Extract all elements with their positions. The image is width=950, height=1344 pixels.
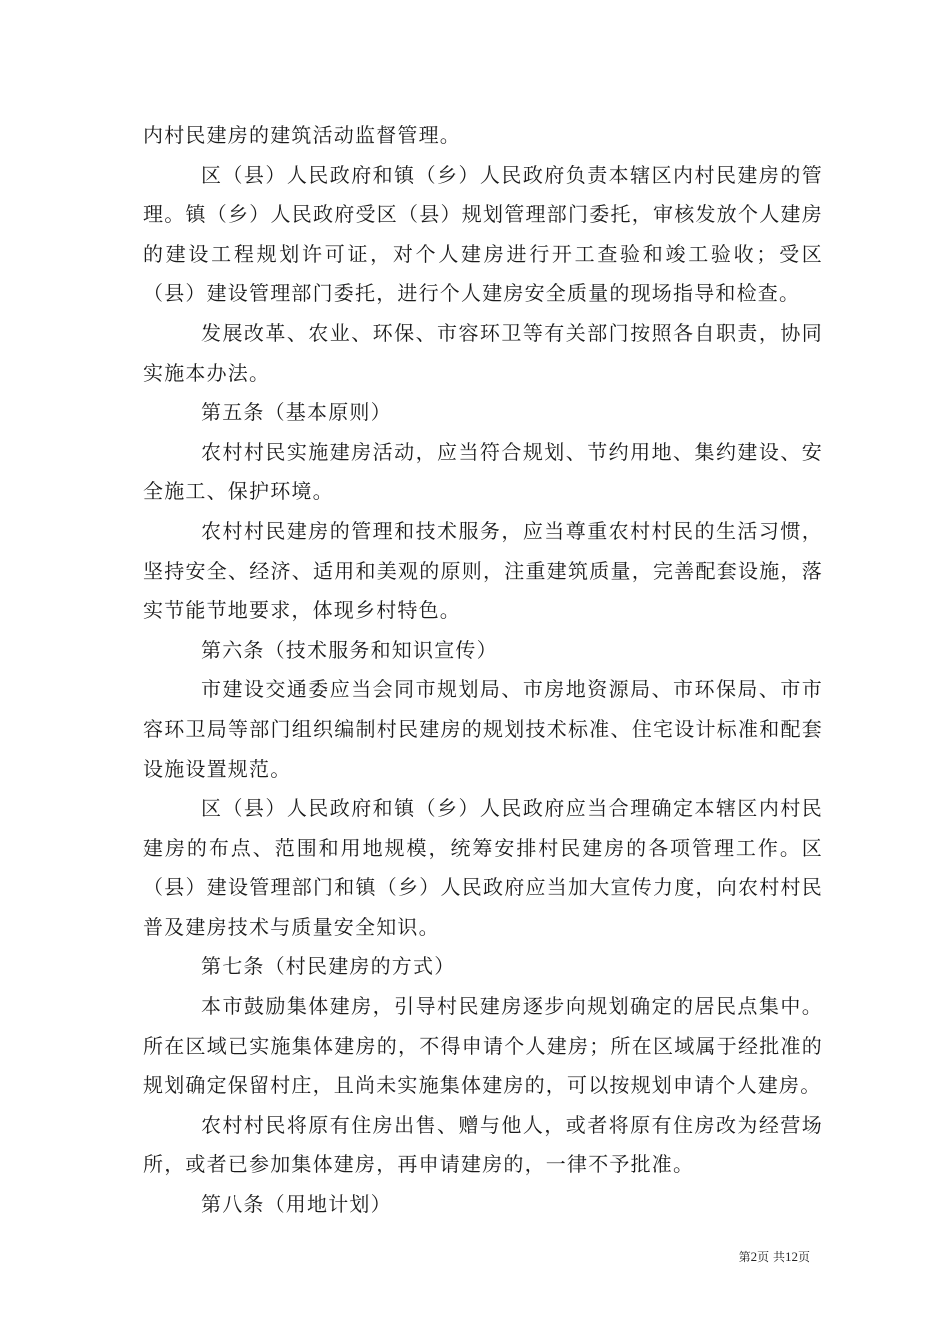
paragraph: 市建设交通委应当会同市规划局、市房地资源局、市环保局、市市容环卫局等部门组织编制村民建房的规划技术标准、住宅设计标准和配套设施设置规范。 (143, 677, 823, 781)
footer-suffix: 页 (797, 1250, 810, 1264)
paragraph: 本市鼓励集体建房，引导村民建房逐步向规划确定的居民点集中。所在区域已实施集体建房的，不得申请个人建房；所在区域属于经批准的规划确定保留村庄，且尚未实施集体建房的，可以按规划申请个人建房。 (143, 994, 823, 1098)
total-pages-number: 12 (784, 1249, 798, 1264)
footer-middle: 页 共 (757, 1250, 785, 1264)
paragraph: 农村村民实施建房活动，应当符合规划、节约用地、集约建设、安全施工、保护环境。 (143, 439, 823, 504)
article-heading: 第五条（基本原则） (201, 400, 392, 425)
paragraph: 区（县）人民政府和镇（乡）人民政府应当合理确定本辖区内村民建房的布点、范围和用地规模，统筹安排村民建房的各项管理工作。区（县）建设管理部门和镇（乡）人民政府应当加大宣传力度，向农村村民普及建房技术与质量安全知识。 (143, 796, 823, 939)
document-body (143, 116, 823, 1225)
paragraph: 内村民建房的建筑活动监督管理。 (143, 123, 461, 147)
page-number-footer (0, 1248, 810, 1265)
paragraph: 区（县）人民政府和镇（乡）人民政府负责本辖区内村民建房的管理。镇（乡）人民政府受区（县）规划管理部门委托，审核发放个人建房的建设工程规划许可证，对个人建房进行开工查验和竣工验收；受区（县）建设管理部门委托，进行个人建房安全质量的现场指导和检查。 (143, 162, 823, 306)
paragraph: 发展改革、农业、环保、市容环卫等有关部门按照各自职责，协同实施本办法。 (143, 320, 823, 385)
article-heading: 第六条（技术服务和知识宣传） (201, 637, 498, 662)
footer-prefix: 第 (738, 1250, 751, 1264)
current-page-number: 2 (750, 1249, 758, 1264)
paragraph: 农村村民建房的管理和技术服务，应当尊重农村村民的生活习惯，坚持安全、经济、适用和美观的原则，注重建筑质量，完善配套设施，落实节能节地要求，体现乡村特色。 (143, 518, 823, 623)
article-heading: 第七条（村民建房的方式） (201, 954, 456, 979)
paragraph: 农村村民将原有住房出售、赠与他人，或者将原有住房改为经营场所，或者已参加集体建房，再申请建房的，一律不予批准。 (143, 1112, 823, 1177)
article-heading: 第八条（用地计划） (201, 1192, 392, 1217)
